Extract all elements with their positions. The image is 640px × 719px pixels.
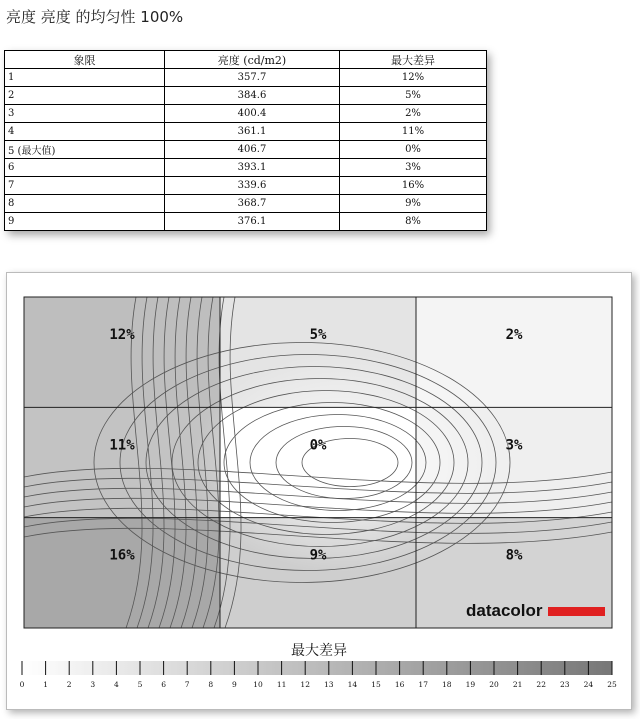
cell-value-label: 0% xyxy=(309,437,327,454)
luminance-cell: 393.1 xyxy=(165,159,340,177)
cell-value-label: 9% xyxy=(309,547,327,564)
scale-title: 最大差异 xyxy=(291,643,347,659)
table-header-row xyxy=(5,51,487,69)
scale-tick-label: 25 xyxy=(607,680,617,689)
scale-tick-label: 14 xyxy=(347,680,358,689)
table-row xyxy=(5,159,487,177)
max-diff-cell: 8% xyxy=(340,213,487,231)
table-row xyxy=(5,195,487,213)
cell-value-label: 8% xyxy=(505,547,523,564)
max-diff-cell: 16% xyxy=(340,177,487,195)
luminance-cell: 406.7 xyxy=(165,141,340,159)
table-row xyxy=(5,105,487,123)
scale-tick-label: 8 xyxy=(208,680,214,689)
scale-bar xyxy=(22,661,612,675)
heatmap-cell xyxy=(24,297,220,407)
scale-tick-label: 23 xyxy=(560,680,570,689)
scale-tick-label: 2 xyxy=(66,680,72,689)
scale-tick-label: 7 xyxy=(184,680,190,689)
scale-tick-label: 19 xyxy=(465,680,476,689)
luminance-cell: 361.1 xyxy=(165,123,340,141)
quadrant-cell: 7 xyxy=(5,177,165,195)
table-row xyxy=(5,123,487,141)
quadrant-cell: 6 xyxy=(5,159,165,177)
uniformity-heatmap xyxy=(7,273,631,709)
table-body xyxy=(5,69,487,231)
scale-tick-label: 5 xyxy=(137,680,143,689)
header-max-diff: 最大差异 xyxy=(340,51,487,69)
cell-value-label: 16% xyxy=(109,547,135,564)
cell-value-label: 11% xyxy=(109,437,135,454)
quadrant-cell: 2 xyxy=(5,87,165,105)
luminance-cell: 368.7 xyxy=(165,195,340,213)
scale-tick-label: 6 xyxy=(161,680,166,689)
scale-tick-label: 10 xyxy=(253,680,263,689)
luminance-cell: 339.6 xyxy=(165,177,340,195)
scale-tick-label: 13 xyxy=(324,680,334,689)
heatmap-cell xyxy=(24,518,220,628)
cell-value-label: 2% xyxy=(505,326,523,343)
scale-tick-label: 16 xyxy=(394,680,405,689)
quadrant-cell: 5 (最大值) xyxy=(5,141,165,159)
max-diff-cell: 3% xyxy=(340,159,487,177)
header-quadrant: 象限 xyxy=(5,51,165,69)
table-row xyxy=(5,177,487,195)
uniformity-chart-card xyxy=(6,272,632,710)
table-row xyxy=(5,141,487,159)
scale-tick-label: 20 xyxy=(489,680,499,689)
max-diff-cell: 0% xyxy=(340,141,487,159)
datacolor-logo-bar xyxy=(548,607,605,616)
cell-value-label: 5% xyxy=(309,326,327,343)
scale-tick-label: 24 xyxy=(583,680,594,689)
cell-value-label: 3% xyxy=(505,437,523,454)
datacolor-logo: datacolor xyxy=(466,601,543,620)
scale-tick-label: 15 xyxy=(371,680,381,689)
max-diff-cell: 12% xyxy=(340,69,487,87)
luminance-cell: 357.7 xyxy=(165,69,340,87)
quadrant-cell: 3 xyxy=(5,105,165,123)
max-diff-cell: 9% xyxy=(340,195,487,213)
scale-tick-label: 12 xyxy=(300,680,310,689)
heatmap-cell xyxy=(24,407,220,517)
luminance-cell: 376.1 xyxy=(165,213,340,231)
quadrant-cell: 8 xyxy=(5,195,165,213)
luminance-cell: 400.4 xyxy=(165,105,340,123)
scale-tick-label: 11 xyxy=(276,680,287,689)
table-row xyxy=(5,87,487,105)
heatmap-highlight xyxy=(193,353,493,573)
luminance-cell: 384.6 xyxy=(165,87,340,105)
scale-tick-label: 9 xyxy=(232,680,237,689)
color-scale xyxy=(20,642,617,689)
scale-tick-label: 21 xyxy=(512,680,523,689)
quadrant-cell: 9 xyxy=(5,213,165,231)
quadrant-cell: 4 xyxy=(5,123,165,141)
table-row xyxy=(5,69,487,87)
scale-tick-label: 22 xyxy=(536,680,546,689)
max-diff-cell: 11% xyxy=(340,123,487,141)
cell-value-label: 12% xyxy=(109,326,135,343)
heatmap-plot xyxy=(24,297,612,628)
scale-tick-label: 17 xyxy=(418,680,428,689)
table-row xyxy=(5,213,487,231)
scale-tick-label: 3 xyxy=(90,680,96,689)
scale-tick-label: 1 xyxy=(43,680,48,689)
page-title: 亮度 亮度 的均匀性 100% xyxy=(6,8,184,26)
max-diff-cell: 5% xyxy=(340,87,487,105)
quadrant-cell: 1 xyxy=(5,69,165,87)
scale-tick-label: 18 xyxy=(442,680,452,689)
uniformity-table-container xyxy=(4,50,486,231)
uniformity-table xyxy=(4,50,487,231)
scale-tick-label: 0 xyxy=(19,680,25,689)
header-luminance: 亮度 (cd/m2) xyxy=(165,51,340,69)
scale-tick-label: 4 xyxy=(114,680,119,689)
max-diff-cell: 2% xyxy=(340,105,487,123)
